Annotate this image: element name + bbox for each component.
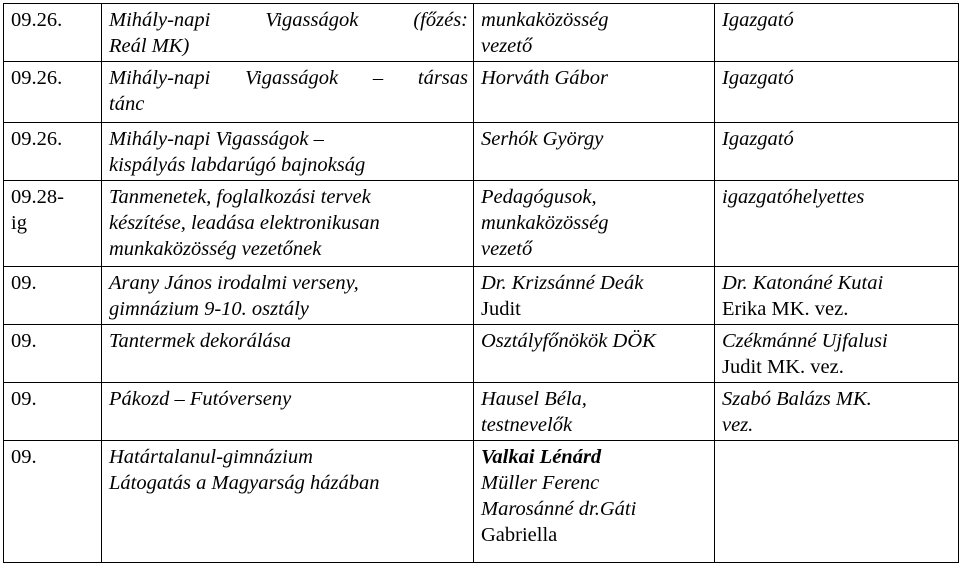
event-line: Határtalanul-gimnázium [109,446,313,468]
date-text: 09.26. [11,67,63,89]
event-cell [102,181,474,267]
responsible-line: Osztályfőnökök DÖK [481,330,656,352]
date-cell [4,4,102,62]
table-row [4,123,959,181]
supervisor-line: Igazgató [722,9,794,31]
responsible-cell [474,267,715,325]
supervisor-cell [715,123,959,181]
event-cell [102,441,474,563]
date-cell [4,123,102,181]
event-line: gimnázium 9-10. osztály [109,298,309,320]
responsible-line: Gabriella [481,524,558,546]
date-text: 09. [11,446,37,468]
responsible-line: Valkai Lénárd [481,446,602,468]
event-cell [102,123,474,181]
date-text: 09.26. [11,9,63,31]
date-text: 09.28- [11,186,64,208]
table-row [4,383,959,441]
table-row [4,267,959,325]
supervisor-cell [715,181,959,267]
supervisor-cell [715,62,959,123]
event-cell [102,267,474,325]
date-cell [4,62,102,123]
responsible-line: Dr. Krizsánné Deák [481,272,644,294]
responsible-cell [474,383,715,441]
responsible-line: vezető [481,238,533,260]
event-line: Mihály-napi Vigasságok – társas [109,67,468,89]
event-line: kispályás labdarúgó bajnokság [109,154,366,176]
supervisor-cell [715,441,959,563]
date-cell [4,181,102,267]
event-line: tánc [109,93,145,115]
responsible-cell [474,123,715,181]
event-cell [102,383,474,441]
supervisor-line: igazgatóhelyettes [722,186,865,208]
event-line: Tanmenetek, foglalkozási tervek [109,186,371,208]
event-line: Mihály-napi Vigasságok – [109,128,324,150]
event-line: készítése, leadása elektronikusan [109,212,380,234]
responsible-cell [474,441,715,563]
responsible-line: Hausel Béla, [481,388,587,410]
supervisor-line: Dr. Katonáné Kutai [722,272,884,294]
table-row [4,325,959,383]
supervisor-line: Igazgató [722,128,794,150]
supervisor-cell [715,267,959,325]
responsible-line: testnevelők [481,414,573,436]
responsible-line: Müller Ferenc [481,472,600,494]
event-cell [102,62,474,123]
supervisor-line: Judit MK. vez. [722,356,844,378]
supervisor-cell [715,325,959,383]
responsible-line: munkaközösség [481,9,609,31]
date-text: ig [11,212,27,234]
table-row [4,62,959,123]
event-line: Tantermek dekorálása [109,330,292,352]
date-cell [4,383,102,441]
event-line: Látogatás a Magyarság házában [109,472,380,494]
supervisor-line: vez. [722,414,754,436]
responsible-line: Horváth Gábor [481,67,608,89]
date-text: 09. [11,272,37,294]
responsible-cell [474,4,715,62]
responsible-line: Marosánné dr.Gáti [481,498,637,520]
event-line: Arany János irodalmi verseny, [109,272,359,294]
event-cell [102,4,474,62]
responsible-line: Serhók György [481,128,604,150]
table-row [4,441,959,563]
date-cell [4,325,102,383]
supervisor-line: Szabó Balázs MK. [722,388,872,410]
supervisor-line: Igazgató [722,67,794,89]
date-text: 09. [11,330,37,352]
event-line: Pákozd – Futóverseny [109,388,292,410]
responsible-cell [474,325,715,383]
supervisor-line: Czékmánné Ujfalusi [722,330,888,352]
responsible-cell [474,62,715,123]
responsible-line: vezető [481,35,533,57]
table-row [4,4,959,62]
date-cell [4,441,102,563]
date-text: 09. [11,388,37,410]
responsible-line: munkaközösség [481,212,609,234]
responsible-line: Pedagógusok, [481,186,597,208]
date-cell [4,267,102,325]
responsible-line: Judit [481,298,521,320]
supervisor-cell [715,4,959,62]
schedule-table [3,3,959,563]
supervisor-cell [715,383,959,441]
event-line: Mihály-napi Vigasságok (főzés: [109,9,468,31]
responsible-cell [474,181,715,267]
event-cell [102,325,474,383]
date-text: 09.26. [11,128,63,150]
table-row [4,181,959,267]
supervisor-line: Erika MK. vez. [722,298,849,320]
event-line: munkaközösség vezetőnek [109,238,322,260]
event-line: Reál MK) [109,35,190,57]
